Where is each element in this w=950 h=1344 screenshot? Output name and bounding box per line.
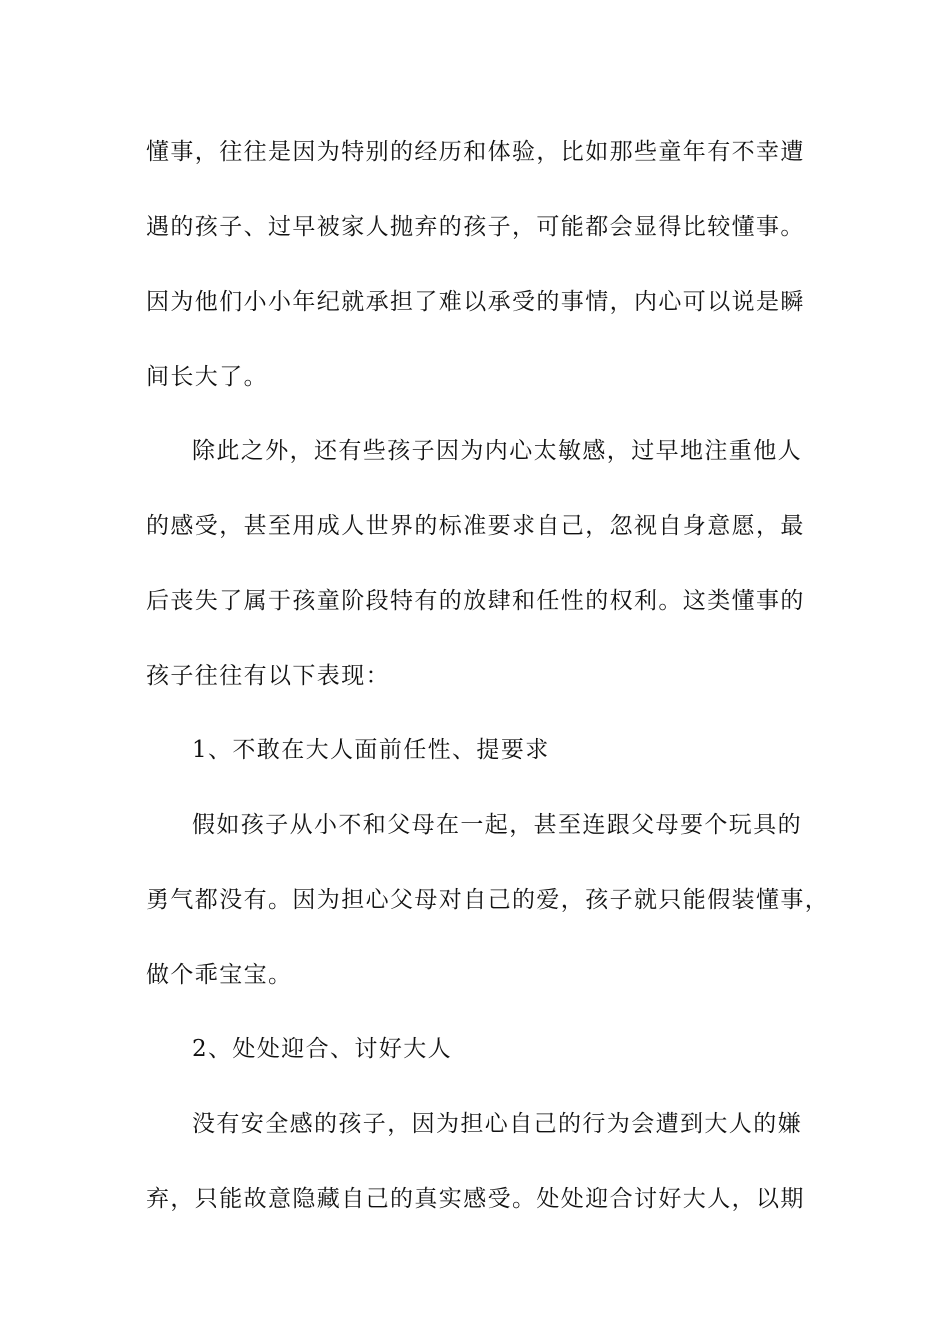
text-line: 遇的孩子、过早被家人抛弃的孩子，可能都会显得比较懂事。 xyxy=(146,214,805,240)
text-line: 勇气都没有。因为担心父母对自己的爱，孩子就只能假装懂事， xyxy=(146,887,830,913)
text-line: 后丧失了属于孩童阶段特有的放肆和任性的权利。这类懂事的 xyxy=(146,588,805,614)
paragraph-start-line: 除此之外，还有些孩子因为内心太敏感，过早地注重他人 xyxy=(192,438,802,464)
text-line: 弃，只能故意隐藏自己的真实感受。处处迎合讨好大人，以期 xyxy=(146,1186,805,1212)
text-line: 因为他们小小年纪就承担了难以承受的事情，内心可以说是瞬 xyxy=(146,289,805,315)
list-heading-2: 2、处处迎合、讨好大人 xyxy=(192,1036,453,1062)
paragraph-start-line: 没有安全感的孩子，因为担心自己的行为会遭到大人的嫌 xyxy=(192,1111,802,1137)
paragraph-start-line: 假如孩子从小不和父母在一起，甚至连跟父母要个玩具的 xyxy=(192,812,802,838)
text-line: 间长大了。 xyxy=(146,364,268,390)
list-heading-1: 1、不敢在大人面前任性、提要求 xyxy=(192,737,550,763)
text-line: 孩子往往有以下表现： xyxy=(146,663,390,689)
text-line: 懂事，往往是因为特别的经历和体验，比如那些童年有不幸遭 xyxy=(146,139,805,165)
text-line: 的感受，甚至用成人世界的标准要求自己，忽视自身意愿，最 xyxy=(146,513,805,539)
text-line: 做个乖宝宝。 xyxy=(146,962,293,988)
